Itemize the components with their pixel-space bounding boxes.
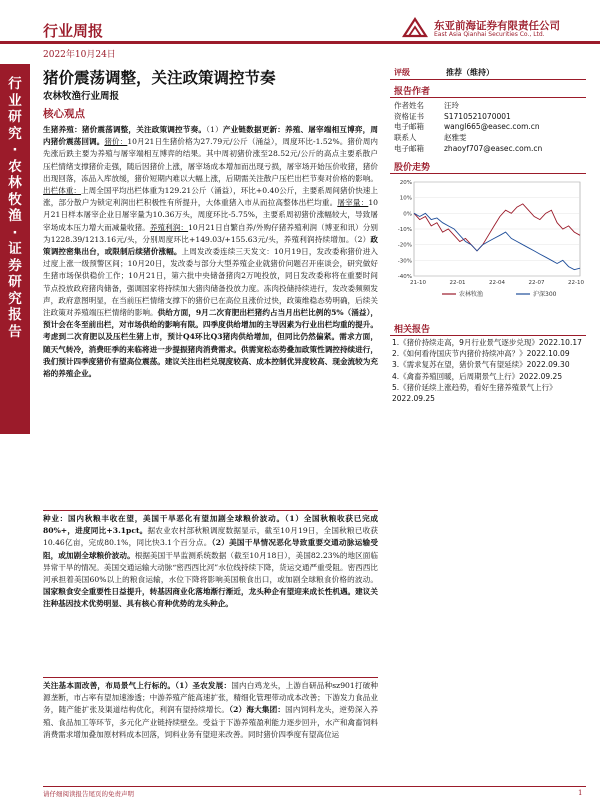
rating-value: 推荐（维持） (446, 68, 494, 77)
sidebar-char: 究 (8, 125, 22, 142)
sidebar-char: · (12, 224, 18, 241)
text-run: 国家粮食安全重要性日益提升，转基因商业化落地渐行渐近，龙头种企有望迎来成长性机遇。建议关注种基因技术优势明显、具有核心育种优势的龙头种企。 (43, 587, 378, 609)
info-value: S1710521070001 (444, 111, 511, 121)
sidebar-char: 业 (8, 92, 22, 109)
text-run: 供给方面，9月二次育肥出栏猪约占当月出栏比例的5%（涌益），预计会在冬至前出栏，对市场供给的影响有限。四季度供给增加的主导因素为行业出栏均重的提升。考虑到二次育肥以及压栏生猪上市，预计Q4环比Q3猪肉供给增加，但同比仍然偏紧。需求方面，随天气转冷，消费旺季的来临将进一步提振猪肉消费需求。供需宽松态势叠加政策性调控持续进行，我们预计四季度猪价有望高位震荡。建议关注出栏兑现度较高、成本控制优异度较高、现金流较为充裕的养殖企业。 (43, 308, 379, 379)
text-run: 关注基本面改善，布局景气上行标的。（1）圣农发展： (43, 681, 232, 690)
report-subtitle: 农林牧渔行业周报 (43, 91, 120, 102)
text-run: 国内白鸡龙头，上游自研品种sz901打破种源垄断，市占率有望加速渗透；中游养殖产能高速扩张，精细化管理带动成本改善；下游发力食品业务，随产能扩张及渠道结构优化，利润有望持续增长。 (43, 681, 379, 715)
related-report-link[interactable]: 4.《禽畜养殖回暖，后周期景气上行》2022.09.25 (392, 371, 563, 381)
info-row (390, 133, 586, 144)
company-logo (402, 14, 592, 42)
info-row (390, 112, 586, 123)
chart-y-tick-label: -20% (397, 242, 412, 249)
sidebar-char: 报 (8, 307, 22, 323)
text-run: 10月21日生猪价格为27.79元/公斤（涌益），周度环比-1.52%。猪价周内先涨后跌主要为养殖与屠宰端相互博弈的结果。其中周初猪价涨至28.52元/公斤的高点主要系散户压栏情绪支撑猪价走强，随后因猪价上涨，屠宰场成本增加而出现亏损，屠宰场开始压价收猪，猪价出现回落，冻品入库放缓，猪价短期内难以大幅上涨，后期需关注散户压栏出栏节奏对价格的影响。 (43, 137, 379, 183)
text-run: 屠宰量： (337, 198, 369, 208)
header-divider (0, 41, 600, 44)
related-reports-heading: 相关报告 (390, 322, 586, 336)
text-run: 猪价： (104, 137, 128, 147)
report-date: 2022年10月24日 (43, 50, 116, 60)
chart-y-tick-label: -10% (397, 227, 412, 233)
text-run: （1） (206, 125, 223, 134)
chart-x-tick-label: 22-01 (449, 280, 466, 286)
chart-y-tick-label: 10% (399, 195, 412, 202)
related-report-link[interactable]: 2.《如何看待国庆节内猪价持续冲高？》2022.10.09 (392, 349, 570, 359)
text-run: 种业：国内秋粮丰收在望，美国干旱恶化有望加剧全球粮价波动。（1）全国秋粮收获已完成80%+，进度同比+3.1pct。 (43, 514, 378, 536)
text-run: 上周全国平均出栏体重为129.21公斤（涌益），环比+0.40公斤，主要系周间猪价快速上涨，部分散户为锁定利润出栏积极性有所提升，大体重猪入市从而拉高整体出栏均重。 (43, 186, 379, 208)
footer-disclaimer: 请仔细阅读报告尾页的免责声明 (43, 790, 134, 798)
author-info (390, 101, 586, 155)
info-label: 资格证书 (394, 111, 424, 121)
info-label: 电子邮箱 (394, 122, 424, 132)
sidebar-band (0, 64, 30, 434)
text-run: 根据美国干旱监测系统数据（截至10月18日），美国82.23%的地区面临异常干旱的情况。美国交通运输大动脉“密西西比河”水位线持续下降，货运交通严重受阻。密西西比河承担着美国60%以上的粮食运输，水位下降将影响美国粮食出口，或加剧全球粮食价格的波动。 (43, 550, 379, 585)
section-divider (43, 510, 378, 511)
chart-series-line (414, 204, 580, 251)
info-label: 电子邮箱 (394, 143, 424, 153)
chart-y-tick-label: 20% (399, 180, 412, 186)
logo-name-en: East Asia Qianhai Securities Co., Ltd. (434, 31, 545, 38)
sidebar-char: 券 (8, 257, 22, 274)
sidebar-char: 究 (8, 290, 22, 307)
text-run: 政策调控密集出台，或限制后续猪价涨幅。 (43, 234, 379, 257)
text-run: 生猪养殖：猪价震荡调整，关注政策调控节奏。 (43, 125, 207, 134)
sidebar-category-text (4, 76, 26, 340)
section-heading-core-views: 核心观点 (43, 108, 85, 120)
sidebar-char: 牧 (8, 191, 22, 208)
report-type: 行业周报 (43, 22, 104, 40)
info-label: 联系人 (394, 133, 417, 143)
info-row (390, 101, 586, 112)
chart-y-tick-label: 0% (403, 211, 412, 218)
text-run: （2）美国干旱情况恶化导致重要交通动脉运输受阻，或加剧全球粮价波动。 (43, 538, 378, 560)
related-report-link[interactable]: 5.《猪价延续上涨趋势，看好生猪养殖景气上行》2022.09.25 (392, 382, 557, 403)
chart-legend-label: 沪深300 (533, 291, 557, 298)
text-run: 养殖利润： (149, 222, 189, 232)
info-value: 赵雅雯 (444, 133, 467, 143)
chart-y-tick-label: -40% (397, 274, 412, 280)
author-heading: 报告作者 (390, 84, 586, 98)
text-run: 10月21日样本屠宰企业日屠宰量为10.36万头，周度环比-5.75%，主要系周初猪价涨幅较大，导致屠宰场成本压力增大而减量收猪。 (43, 198, 378, 232)
info-label: 作者姓名 (394, 101, 424, 110)
footer-divider (43, 786, 586, 787)
chart-x-tick-label: 22-04 (489, 280, 505, 286)
sidebar-char: · (12, 142, 18, 158)
chart-x-tick-label: 21-10 (410, 280, 426, 286)
text-run: 国内饲料龙头，逆势深入养殖、食品加工等环节，多元化产业链持续壁垒。受益于下游养殖盈利能力逐步回升，水产和禽畜饲料消费需求增加叠加原材料成本回落，饲料业务有望迎来改善。同时猪价四季度有望高位运 (43, 705, 379, 739)
related-report-link[interactable]: 3.《需求复苏在望，猪价景气有望延续》2022.09.30 (392, 360, 570, 370)
chart-legend-label: 农林牧渔 (459, 291, 484, 298)
rating-label: 评级 (394, 68, 410, 77)
text-run: 上周发改委连续三天发文：10月19日，发改委称猪价进入过度上涨一级预警区间；10月20日，发改委与部分大型养殖企业就猪价问题召开座谈会，研究做好生猪市场保供稳价工作；10月21日，第六批中央储备猪肉2万吨投放，同日发改委称将在重要时间节点投放政府猪肉储备，强调国家将持续加大猪肉储备投放力度。冻肉投储持续进行，发改委频频发声，政府意图明显，在当前压栏情绪支撑下的猪价已在高位且涨价过快，政策维稳态势明确，后续关注政策对养殖端压栏情绪的影响。 (43, 247, 378, 318)
body-paragraph-stock-picks (43, 680, 378, 778)
related-report-link[interactable]: 1.《猪价持续走高，9月行业景气逐步兑现》2022.10.17 (392, 338, 582, 347)
info-row (390, 144, 586, 155)
rating-row (390, 66, 586, 80)
info-row (390, 122, 586, 133)
chart-x-tick-label: 22-07 (528, 280, 545, 286)
body-paragraph-hog-farming (43, 124, 378, 510)
sidebar-char: 行 (8, 76, 22, 92)
related-reports-list (390, 338, 586, 405)
text-run: （2） (353, 234, 371, 244)
text-run: （2）海大集团： (229, 705, 286, 715)
sidebar-char: 研 (8, 109, 22, 125)
info-value[interactable]: zhaoyf707@easec.com.cn (444, 143, 543, 153)
text-run: 据农业农村部秋粮调度数据显示，截至10月19日，全国秋粮已收获10.46亿亩，完成80.1%，同比快3.1个百分点。 (43, 526, 378, 548)
chart-x-tick-label: 22-10 (568, 280, 584, 286)
page-number: 1 (578, 789, 583, 797)
text-run: 产业链数据更新：养殖、屠宰端相互博弈，周内猪价震荡回调。 (43, 125, 379, 147)
sidebar-char: 农 (8, 158, 22, 175)
info-value: 汪玲 (444, 101, 459, 110)
sidebar-char: 研 (8, 274, 22, 290)
sidebar-char: 告 (8, 323, 22, 340)
section-divider (43, 677, 378, 678)
text-run: 10月21日自繁自养/外购仔猪养殖利润（博亚和讯）分别为1228.39/1213.16元/头，分别周度环比+149.03/+155.63元/头，养殖利润持续增加。 (43, 222, 379, 244)
report-title: 猪价震荡调整，关注政策调控节奏 (43, 69, 276, 87)
text-run: 出栏体重： (43, 186, 82, 196)
chart-heading: 股价走势 (390, 160, 586, 174)
sidebar-char: 证 (8, 241, 22, 257)
stock-price-chart (390, 176, 586, 304)
logo-name-cn: 东亚前海证券有限责任公司 (434, 20, 560, 32)
info-value[interactable]: wangl665@easec.com.cn (444, 122, 540, 132)
sidebar-char: 渔 (8, 208, 22, 224)
logo-mark-icon (402, 16, 428, 40)
chart-y-tick-label: -30% (397, 258, 412, 265)
sidebar-char: 林 (8, 175, 22, 191)
body-paragraph-seed-industry (43, 513, 378, 675)
